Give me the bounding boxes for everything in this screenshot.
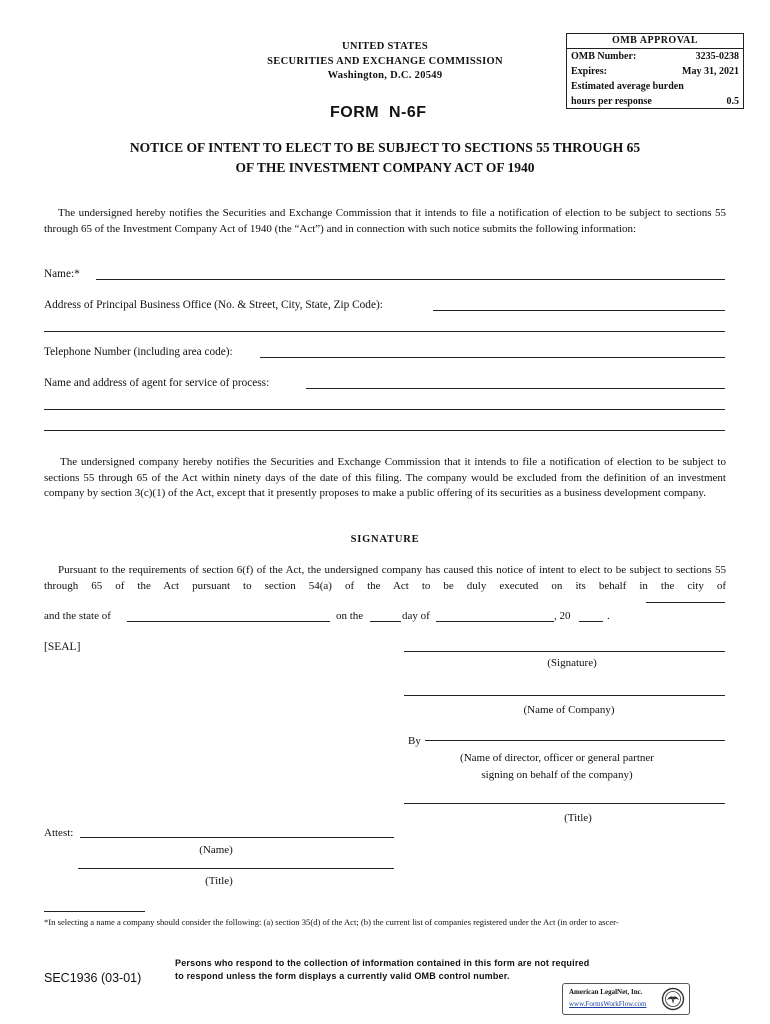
signature-heading: SIGNATURE (350, 534, 420, 545)
agent-input-line-1[interactable] (306, 388, 725, 389)
footnote-divider (44, 911, 145, 912)
omb-control-notice (175, 957, 655, 983)
publisher-url: www.FormsWorkFlow.com (569, 1000, 647, 1008)
city-input-line[interactable] (646, 602, 725, 603)
telephone-input-line[interactable] (260, 357, 725, 358)
company-name-line[interactable] (404, 695, 725, 696)
omb-expires-row (567, 64, 743, 79)
telephone-label: Telephone Number (including area code): (44, 346, 233, 358)
state-input-line[interactable] (127, 621, 330, 622)
omb-number-value: 3235-0238 (695, 51, 739, 62)
agency-header (210, 40, 560, 84)
seal-label: [SEAL] (44, 641, 81, 653)
signature-paragraph: Pursuant to the requirements of section 6(f) of the Act, the undersigned company has caused this notice of intent to elect to be subject to sections 55 through 65 of the Act pursuant to section 54(a) of the Act to be duly executed on its behalf in the city of (44, 564, 726, 592)
notice-title-line-1: NOTICE OF INTENT TO ELECT TO BE SUBJECT TO SECTIONS 55 THROUGH 65 (129, 140, 641, 155)
name-label: Name:* (44, 268, 80, 280)
attest-name-line[interactable] (80, 837, 394, 838)
day-input-line[interactable] (370, 621, 401, 622)
name-input-line[interactable] (96, 279, 725, 280)
omb-burden-label-2: hours per response (571, 96, 652, 107)
agent-input-line-3[interactable] (44, 430, 725, 431)
signature-caption: (Signature) (547, 657, 597, 669)
notice-title-line-2: OF THE INVESTMENT COMPANY ACT OF 1940 (235, 160, 535, 175)
agent-label: Name and address of agent for service of process: (44, 377, 270, 389)
publisher-name: American LegalNet, Inc. (569, 988, 643, 996)
day-of-label: day of (402, 610, 430, 622)
omb-approval-box (566, 33, 744, 109)
agency-line-2: SECURITIES AND EXCHANGE COMMISSION (267, 55, 503, 67)
omb-burden-label-1: Estimated average burden (571, 81, 684, 92)
omb-expires-value: May 31, 2021 (682, 66, 739, 77)
address-input-line-2[interactable] (44, 331, 725, 332)
director-caption-line-2: signing on behalf of the company) (481, 769, 633, 781)
attest-name-caption: (Name) (199, 844, 233, 856)
footnote-text: *In selecting a name a company should consider the following: (a) section 35(d) of the Act; (b) the current list of companies registered under the Act (in order to ascer- (44, 917, 619, 927)
omb-title: OMB APPROVAL (567, 34, 743, 49)
agency-line-3: Washington, D.C. 20549 (327, 70, 443, 81)
on-the-label: on the (336, 610, 364, 622)
state-label: and the state of (44, 610, 111, 622)
omb-number-label: OMB Number: (571, 51, 637, 62)
by-label: By (408, 735, 421, 747)
omb-expires-label: Expires: (571, 66, 607, 77)
omb-burden-row-2 (567, 94, 743, 109)
year-prefix-label: , 20 (554, 610, 571, 622)
publisher-badge (562, 983, 690, 1015)
omb-burden-row-1 (567, 79, 743, 94)
attest-title-caption: (Title) (205, 875, 233, 887)
company-name-caption: (Name of Company) (523, 704, 615, 716)
director-caption-line-1: (Name of director, officer or general partner (460, 752, 654, 764)
omb-burden-value: 0.5 (726, 96, 739, 107)
address-input-line-1[interactable] (433, 310, 725, 311)
month-input-line[interactable] (436, 621, 554, 622)
address-label: Address of Principal Business Office (No. & Street, City, State, Zip Code): (44, 299, 383, 311)
director-caption (404, 750, 710, 784)
eagle-seal-icon (661, 987, 685, 1011)
title-line[interactable] (404, 803, 725, 804)
notice-title (60, 138, 710, 178)
attest-title-line[interactable] (78, 868, 394, 869)
title-caption: (Title) (564, 812, 592, 824)
attest-label: Attest: (44, 827, 74, 839)
year-input-line[interactable] (579, 621, 603, 622)
agency-line-1: UNITED STATES (341, 41, 429, 52)
period-label: . (607, 610, 610, 622)
omb-control-notice-line-2: to respond unless the form displays a currently valid OMB control number. (175, 971, 510, 981)
form-code: SEC1936 (03-01) (44, 971, 142, 985)
signature-line[interactable] (404, 651, 725, 652)
agent-input-line-2[interactable] (44, 409, 725, 410)
omb-number-row (567, 49, 743, 64)
company-paragraph: The undersigned company hereby notifies the Securities and Exchange Commission that it intends to file a notification of election to be subject to sections 55 through 65 of the Act within ninety days of the date of this filing. The company would be excluded from the definition of an investment company by section 3(c)(1) of the Act, except that it presently proposes to make a public offering of its securities as a business development company. (44, 456, 726, 499)
by-input-line[interactable] (425, 740, 725, 741)
intro-paragraph: The undersigned hereby notifies the Securities and Exchange Commission that it intends to file a notification of election to be subject to sections 55 through 65 of the Investment Company Act of 1940 (the “Act”) and in connection with such notice submits the following information: (44, 207, 726, 235)
form-title: FORM N-6F (330, 104, 427, 121)
omb-control-notice-line-1: Persons who respond to the collection of information contained in this form are not required (175, 958, 590, 968)
